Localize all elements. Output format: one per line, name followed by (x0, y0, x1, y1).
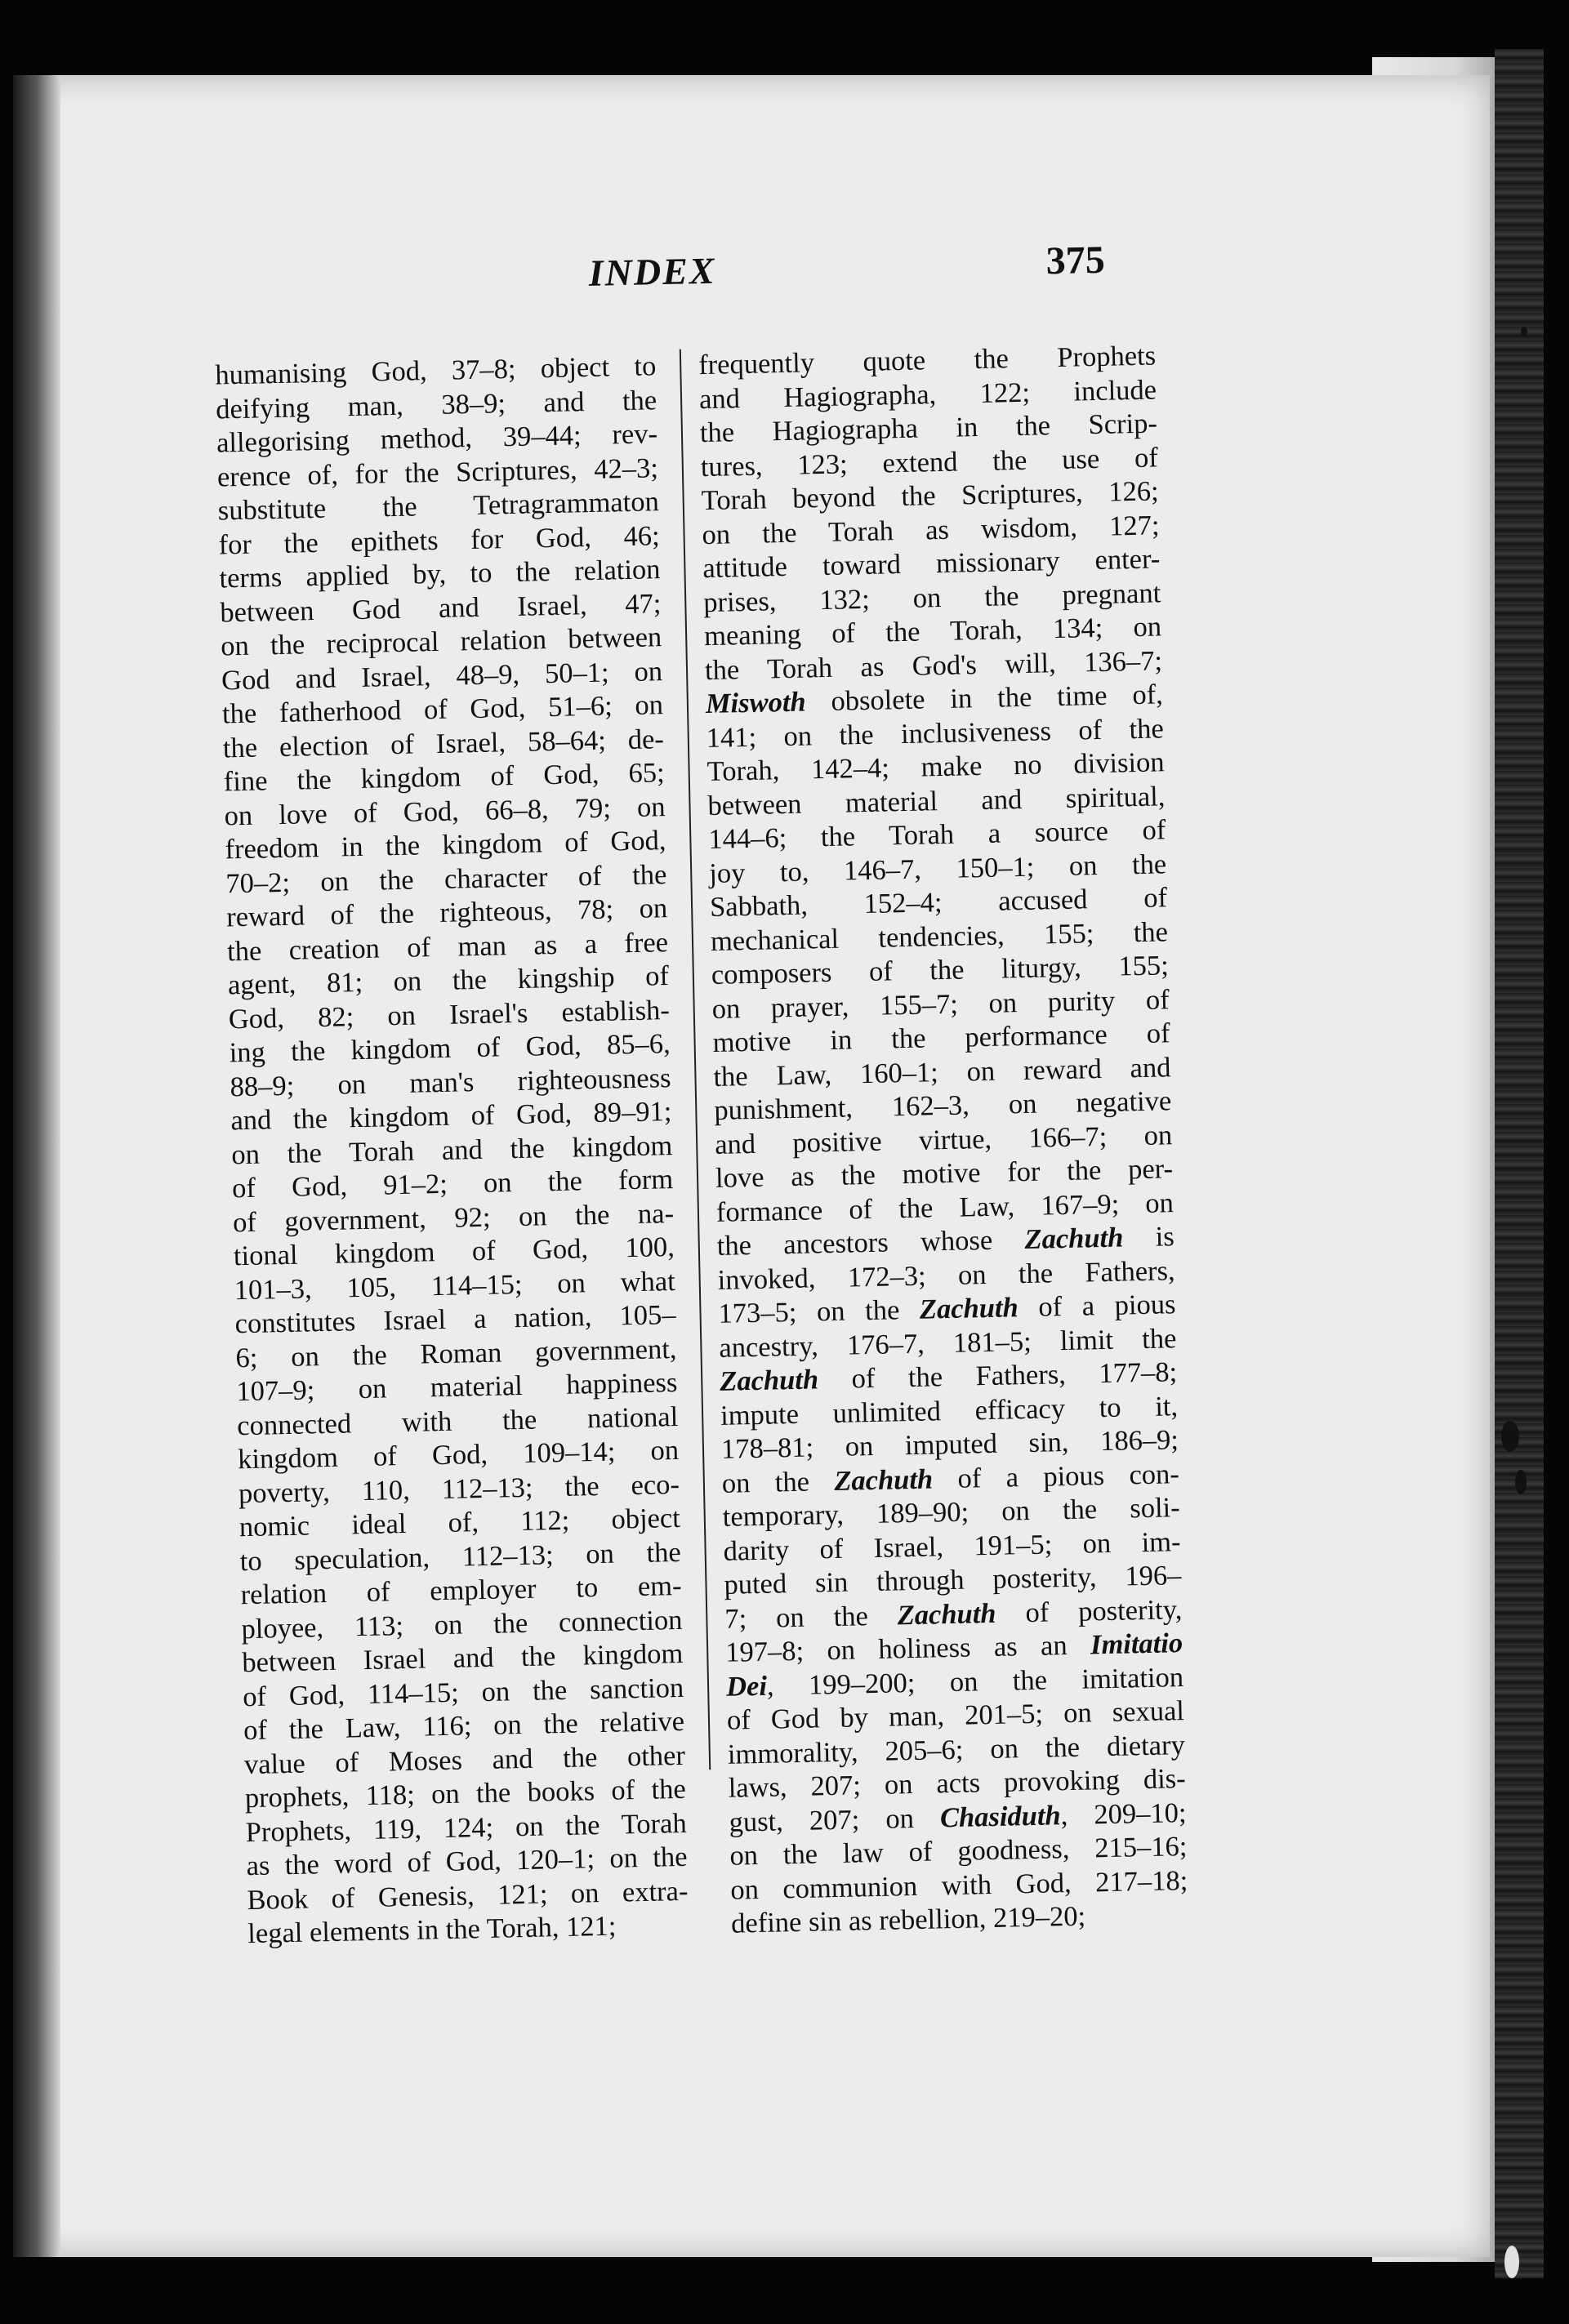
index-line: attitude toward missionary enter- (702, 543, 1161, 585)
index-line: as the word of God, 120–1; on the (246, 1841, 688, 1882)
page-left-shadow (13, 75, 60, 2257)
index-line: of government, 92; on the na- (232, 1197, 675, 1238)
index-line: Dei, 199–200; on the imitation (725, 1661, 1184, 1703)
index-line: tional kingdom of God, 100, (233, 1231, 675, 1272)
index-line: between God and Israel, 47; (220, 587, 662, 628)
index-line: 101–3, 105, 114–15; on what (234, 1265, 676, 1306)
index-line: on prayer, 155–7; on purity of (711, 983, 1170, 1025)
index-line: erence of, for the Scriptures, 42–3; (216, 452, 659, 493)
index-line: mechanical tendencies, 155; the (710, 915, 1169, 957)
index-line: Zachuth of the Fathers, 177–8; (719, 1356, 1178, 1397)
index-line: Miswoth obsolete in the time of, (705, 679, 1164, 720)
index-line: value of Moses and the other (243, 1739, 686, 1780)
index-line: 173–5; on the Zachuth of a pious (718, 1289, 1176, 1329)
running-head-title: INDEX (588, 249, 717, 294)
index-line: of God, 91–2; on the form (231, 1164, 674, 1204)
index-line: substitute the Tetragrammaton (217, 486, 660, 527)
index-line: on love of God, 66–8, 79; on (224, 790, 666, 831)
index-line: freedom in the kingdom of God, (225, 825, 666, 866)
index-line: 88–9; on man's righteousness (230, 1062, 671, 1102)
index-line: 178–81; on imputed sin, 186–9; (720, 1424, 1179, 1465)
index-line: nomic ideal of, 112; object (238, 1502, 681, 1543)
index-line: love as the motive for the per- (715, 1153, 1174, 1194)
scan-speck (1515, 1470, 1527, 1494)
index-line: of the Law, 116; on the relative (243, 1705, 685, 1747)
index-line: laws, 207; on acts provoking dis- (728, 1763, 1186, 1804)
index-line: tures, 123; extend the use of (700, 441, 1159, 483)
index-line: ployee, 113; on the connection (241, 1604, 683, 1645)
index-line: God and Israel, 48–9, 50–1; on (221, 655, 663, 696)
index-line: formance of the Law, 167–9; on (715, 1186, 1175, 1228)
page-number: 375 (1045, 238, 1106, 283)
index-line: 141; on the inclusiveness of the (706, 712, 1165, 754)
index-line: of God by man, 201–5; on sexual (726, 1695, 1185, 1736)
index-line: humanising God, 37–8; object to (214, 350, 657, 391)
index-line: on the law of goodness, 215–16; (729, 1831, 1188, 1872)
index-line: ancestry, 176–7, 181–5; limit the (719, 1322, 1177, 1364)
index-line: to speculation, 112–13; on the (239, 1536, 682, 1577)
index-line: Torah, 142–4; make no division (706, 746, 1165, 788)
index-line: kingdom of God, 109–14; on (237, 1434, 680, 1476)
book-binding-edge (1495, 49, 1544, 2278)
index-column-left (215, 349, 689, 1951)
index-line: meaning of the Torah, 134; on (703, 611, 1162, 652)
index-line: the election of Israel, 58–64; de- (222, 723, 665, 764)
index-line: immorality, 205–6; on the dietary (727, 1729, 1186, 1770)
index-line: on the reciprocal relation between (220, 621, 662, 662)
running-head (196, 239, 1177, 317)
index-line: motive in the performance of (712, 1017, 1170, 1058)
index-line: on the Torah and the kingdom (230, 1129, 673, 1170)
index-line: on communion with God, 217–18; (729, 1864, 1188, 1906)
index-line: Torah beyond the Scriptures, 126; (701, 475, 1159, 517)
index-line: frequently quote the Prophets (698, 340, 1157, 381)
index-line: of God, 114–15; on the sanction (242, 1672, 684, 1712)
index-line: 70–2; on the character of the (225, 858, 667, 899)
index-line: on the Torah as wisdom, 127; (702, 509, 1160, 550)
index-line: the creation of man as a free (226, 926, 669, 967)
index-line: joy to, 146–7, 150–1; on the (708, 848, 1167, 889)
index-line: define sin as rebellion, 219–20; (730, 1900, 1086, 1939)
index-line: 144–6; the Torah a source of (707, 814, 1166, 856)
index-line: gust, 207; on Chasiduth, 209–10; (729, 1796, 1187, 1838)
index-line: and the kingdom of God, 89–91; (230, 1096, 672, 1137)
index-line: Book of Genesis, 121; on extra- (247, 1875, 689, 1916)
index-line: 7; on the Zachuth of posterity, (724, 1593, 1183, 1635)
index-line: Prophets, 119, 124; on the Torah (245, 1807, 687, 1848)
index-line: fine the kingdom of God, 65; (223, 757, 666, 798)
index-line: puted sin through posterity, 196– (724, 1560, 1182, 1601)
index-line: prophets, 118; on the books of the (244, 1773, 687, 1814)
index-line: and positive virtue, 166–7; on (714, 1119, 1173, 1160)
index-line: temporary, 189–90; on the soli- (722, 1492, 1181, 1533)
index-line: between material and spiritual, (707, 780, 1166, 821)
scan-speck (1504, 2246, 1519, 2278)
index-line: 107–9; on material happiness (236, 1366, 678, 1408)
index-line: constitutes Israel a nation, 105– (234, 1298, 676, 1340)
index-line: composers of the liturgy, 155; (711, 950, 1170, 991)
index-line: the Torah as God's will, 136–7; (704, 644, 1163, 686)
index-line: on the Zachuth of a pious con- (721, 1458, 1180, 1499)
index-line: for the epithets for God, 46; (218, 519, 660, 560)
index-line: agent, 81; on the kingship of (227, 960, 670, 1001)
index-line: 6; on the Roman government, (235, 1333, 677, 1373)
index-line: and Hagiographa, 122; include (698, 373, 1157, 415)
index-line: the Hagiographa in the Scrip- (699, 407, 1158, 449)
index-line: connected with the national (236, 1400, 679, 1441)
scan-speck (1501, 1421, 1519, 1452)
index-line: invoked, 172–3; on the Fathers, (717, 1254, 1175, 1296)
index-line: deifying man, 38–9; and the (215, 384, 657, 425)
index-line: between Israel and the kingdom (241, 1637, 684, 1679)
index-line: 197–8; on holiness as an Imitatio (724, 1627, 1183, 1668)
index-line: the Law, 160–1; on reward and (713, 1051, 1171, 1093)
index-line: the ancestors whose Zachuth is (716, 1221, 1175, 1262)
scan-speck (1521, 327, 1527, 336)
index-line: God, 82; on Israel's establish- (228, 994, 671, 1035)
index-line: Sabbath, 152–4; accused of (709, 882, 1168, 923)
index-line: ing the kingdom of God, 85–6, (229, 1028, 671, 1069)
index-line: legal elements in the Torah, 121; (247, 1910, 617, 1950)
index-line: the fatherhood of God, 51–6; on (221, 689, 664, 730)
index-line: allegorising method, 39–44; rev- (216, 418, 658, 459)
index-line: relation of employer to em- (240, 1569, 682, 1611)
index-line: darity of Israel, 191–5; on im- (723, 1525, 1181, 1567)
index-column-right (698, 339, 1189, 1941)
index-line: poverty, 110, 112–13; the eco- (238, 1468, 680, 1509)
index-line: terms applied by, to the relation (219, 554, 661, 594)
index-line: punishment, 162–3, on negative (713, 1085, 1172, 1126)
printed-page-content (196, 225, 1210, 1950)
index-line: impute unlimited efficacy to it, (720, 1390, 1179, 1431)
index-line: prises, 132; on the pregnant (702, 577, 1161, 618)
index-line: reward of the righteous, 78; on (225, 893, 668, 933)
